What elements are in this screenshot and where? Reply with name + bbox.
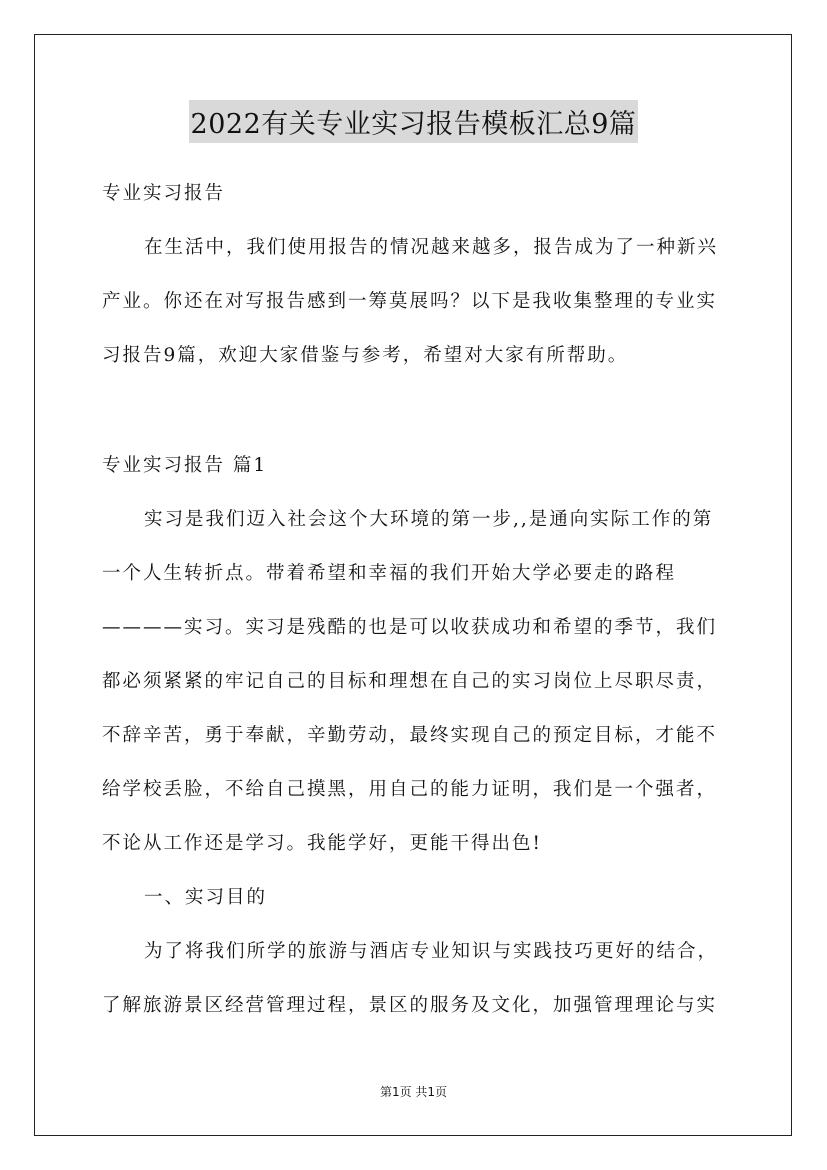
section-heading: 专业实习报告 篇1 bbox=[102, 455, 268, 476]
title-container bbox=[0, 100, 827, 143]
page-footer: 第1页 共1页 bbox=[379, 1085, 448, 1099]
paragraph-line: 产业。你还在对写报告感到一筹莫展吗？以下是我收集整理的专业实 bbox=[102, 291, 718, 312]
paragraph-line: 为了将我们所学的旅游与酒店专业知识与实践技巧更好的结合， bbox=[144, 941, 719, 962]
paragraph-line: 实习是我们迈入社会这个大环境的第一步,,是通向实际工作的第 bbox=[144, 509, 714, 530]
paragraph-line: 给学校丢脸，不给自己摸黑，用自己的能力证明，我们是一个强者， bbox=[102, 779, 718, 800]
paragraph-line: 一个人生转折点。带着希望和幸福的我们开始大学必要走的路程 bbox=[102, 563, 677, 584]
paragraph-line: 在生活中，我们使用报告的情况越来越多，报告成为了一种新兴 bbox=[144, 237, 719, 258]
paragraph-line: 习报告9篇，欢迎大家借鉴与参考，希望对大家有所帮助。 bbox=[102, 345, 629, 366]
paragraph-line: ————实习。实习是残酷的也是可以收获成功和希望的季节，我们 bbox=[102, 617, 718, 638]
subsection-heading: 一、实习目的 bbox=[144, 887, 268, 908]
paragraph-line: 不辞辛苦，勇于奉献，辛勤劳动，最终实现自己的预定目标，才能不 bbox=[102, 725, 718, 746]
paragraph-line: 了解旅游景区经营管理过程，景区的服务及文化，加强管理理论与实 bbox=[102, 995, 718, 1016]
paragraph-line: 不论从工作还是学习。我能学好，更能干得出色! bbox=[102, 833, 542, 854]
document-title: 2022有关专业实习报告模板汇总9篇 bbox=[189, 100, 639, 143]
section-heading: 专业实习报告 bbox=[102, 183, 226, 204]
paragraph-line: 都必须紧紧的牢记自己的目标和理想在自己的实习岗位上尽职尽责， bbox=[102, 671, 718, 692]
